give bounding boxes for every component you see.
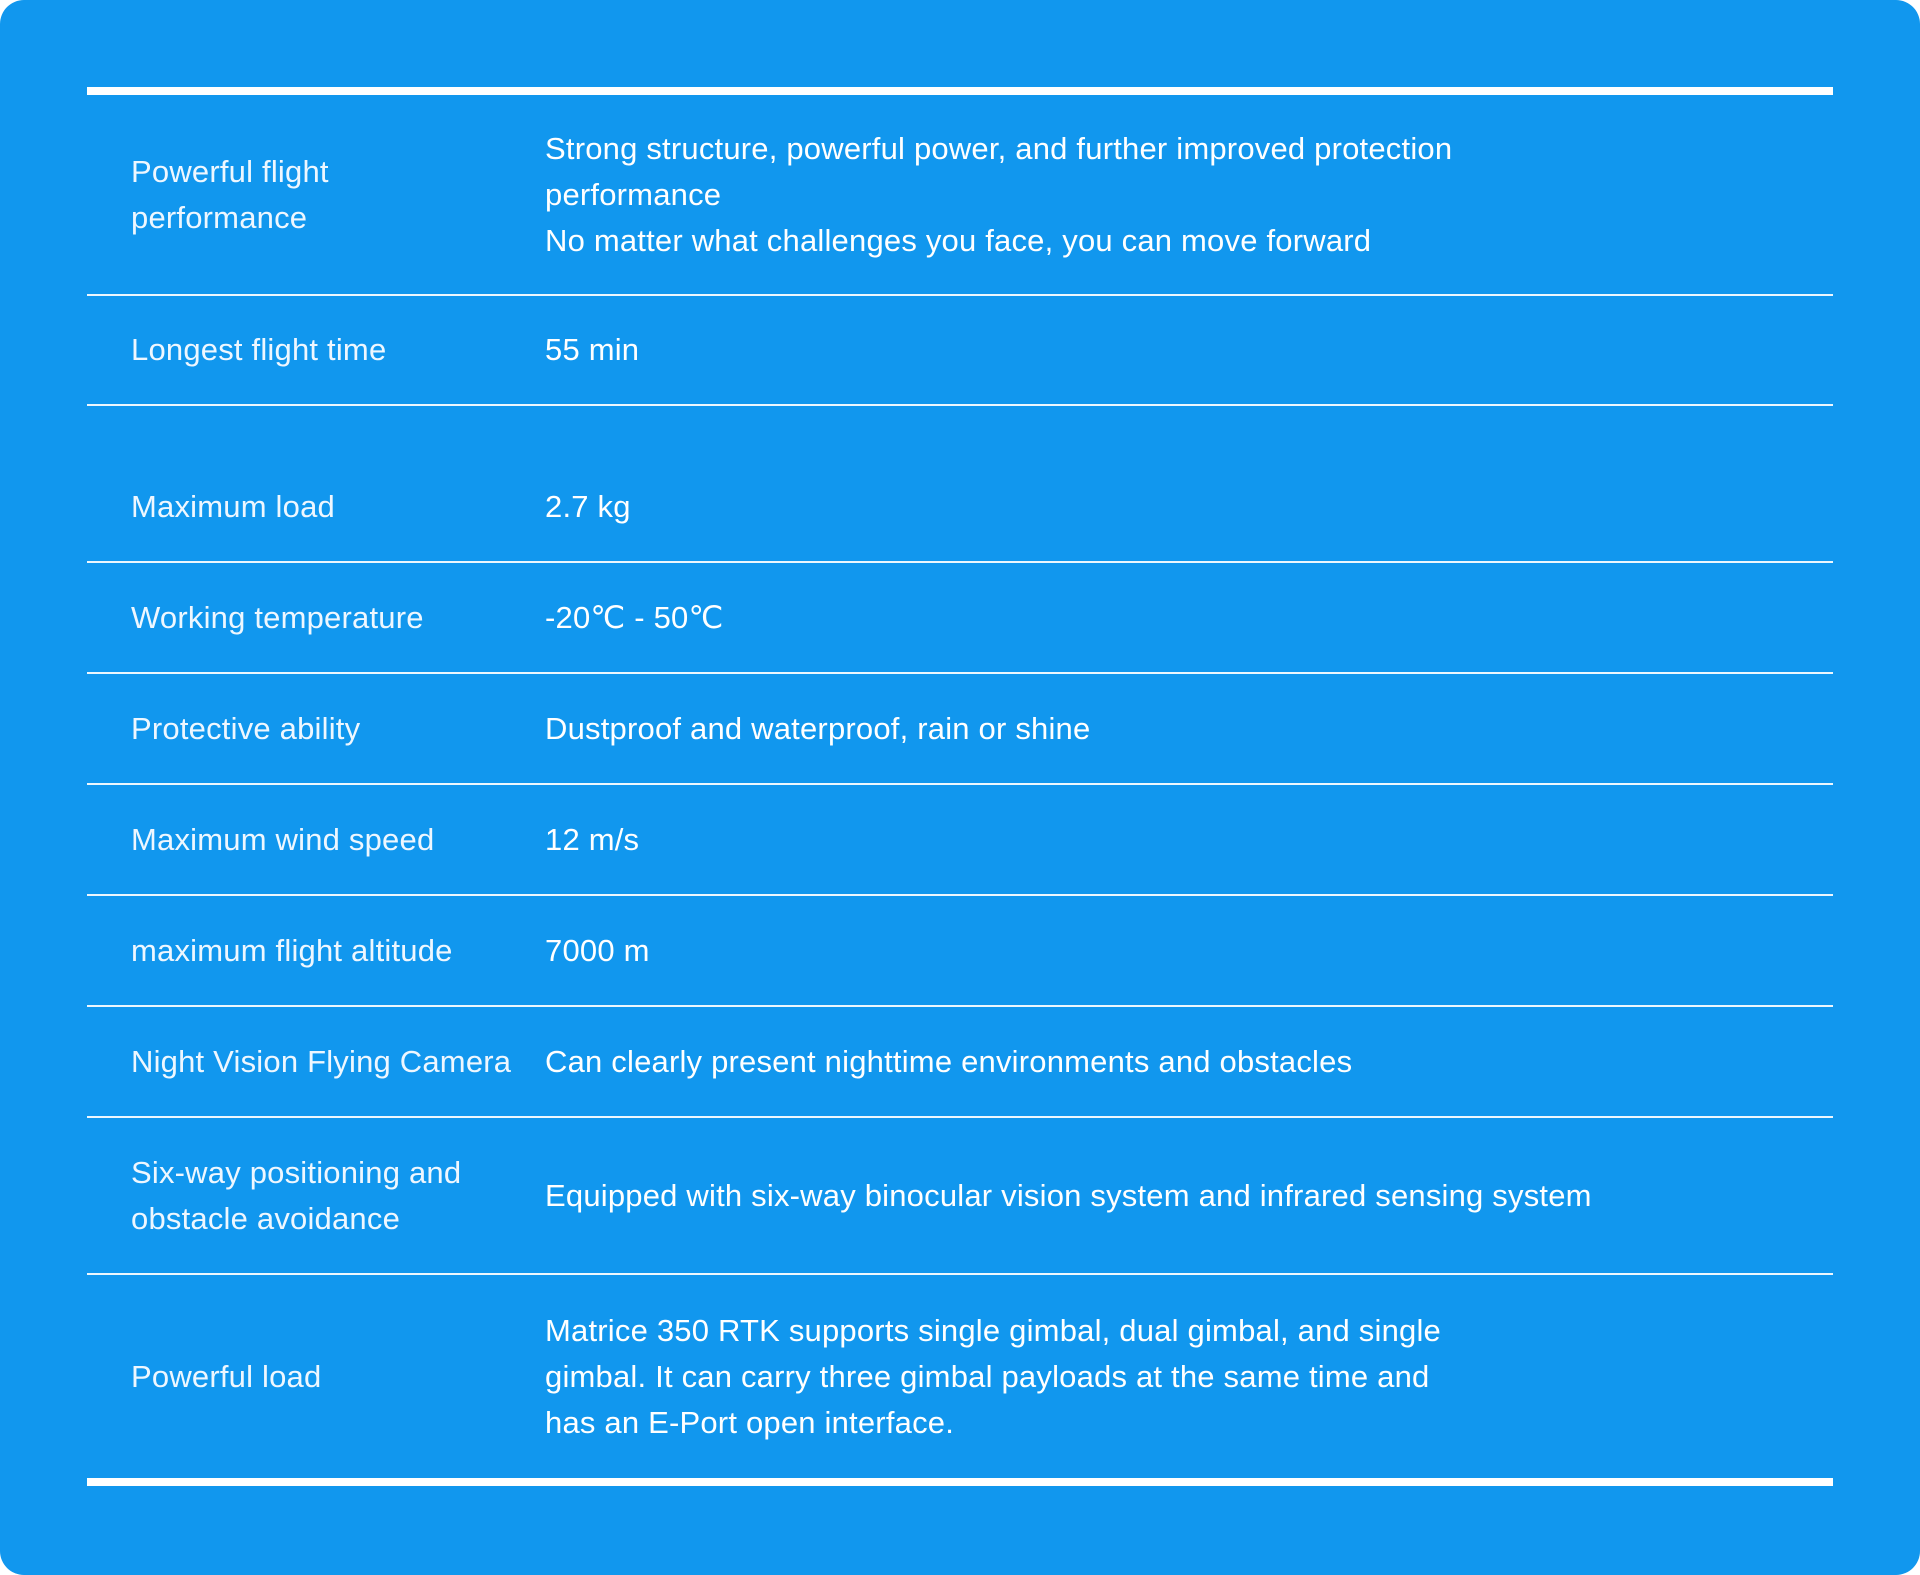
spec-label: Protective ability xyxy=(131,710,361,746)
spec-label: Working temperature xyxy=(131,599,424,635)
spec-label-line: performance xyxy=(131,199,308,235)
spec-row-maximum-load xyxy=(87,406,1833,563)
spec-row-flight-altitude xyxy=(87,896,1833,1007)
spec-value: 2.7 kg xyxy=(545,488,631,524)
spec-row-flight-time xyxy=(87,296,1833,406)
spec-table xyxy=(87,87,1833,1486)
spec-value: 7000 m xyxy=(545,932,650,968)
spec-row-working-temperature xyxy=(87,563,1833,674)
spec-label: Powerful load xyxy=(131,1358,322,1394)
spec-label xyxy=(87,1150,545,1242)
spec-value-line: gimbal. It can carry three gimbal payloads at the same time and xyxy=(545,1358,1430,1394)
spec-row-night-vision-camera xyxy=(87,1007,1833,1118)
spec-label: Longest flight time xyxy=(131,332,387,367)
spec-value: Can clearly present nighttime environments and obstacles xyxy=(545,1043,1353,1079)
spec-row-wind-speed xyxy=(87,785,1833,896)
spec-row-obstacle-avoidance xyxy=(87,1118,1833,1275)
spec-label: maximum flight altitude xyxy=(131,932,453,968)
spec-value-line: performance xyxy=(545,176,722,212)
spec-value-line: Strong structure, powerful power, and further improved protection xyxy=(545,130,1453,166)
spec-value: 55 min xyxy=(545,332,640,367)
spec-row-protective-ability xyxy=(87,674,1833,785)
spec-label-line: Six-way positioning and xyxy=(131,1154,462,1190)
spec-value xyxy=(545,1308,1833,1446)
spec-value: Equipped with six-way binocular vision system and infrared sensing system xyxy=(545,1177,1592,1213)
spec-value: Dustproof and waterproof, rain or shine xyxy=(545,710,1091,746)
spec-value: 12 m/s xyxy=(545,821,640,857)
spec-value xyxy=(545,126,1833,264)
spec-label: Night Vision Flying Camera xyxy=(131,1043,512,1079)
spec-value-line: has an E-Port open interface. xyxy=(545,1404,955,1440)
spec-value-line: Matrice 350 RTK supports single gimbal, dual gimbal, and single xyxy=(545,1312,1441,1348)
spec-value: -20℃ - 50℃ xyxy=(545,599,724,635)
spec-row-powerful-load xyxy=(87,1275,1833,1478)
spec-label: Maximum wind speed xyxy=(131,821,435,857)
spec-label-line: Powerful flight xyxy=(131,153,329,189)
spec-label xyxy=(87,149,545,241)
spec-label: Maximum load xyxy=(131,488,335,524)
spec-row-flight-performance xyxy=(87,95,1833,296)
spec-value-line: No matter what challenges you face, you can move forward xyxy=(545,222,1372,258)
spec-label-line: obstacle avoidance xyxy=(131,1200,401,1236)
